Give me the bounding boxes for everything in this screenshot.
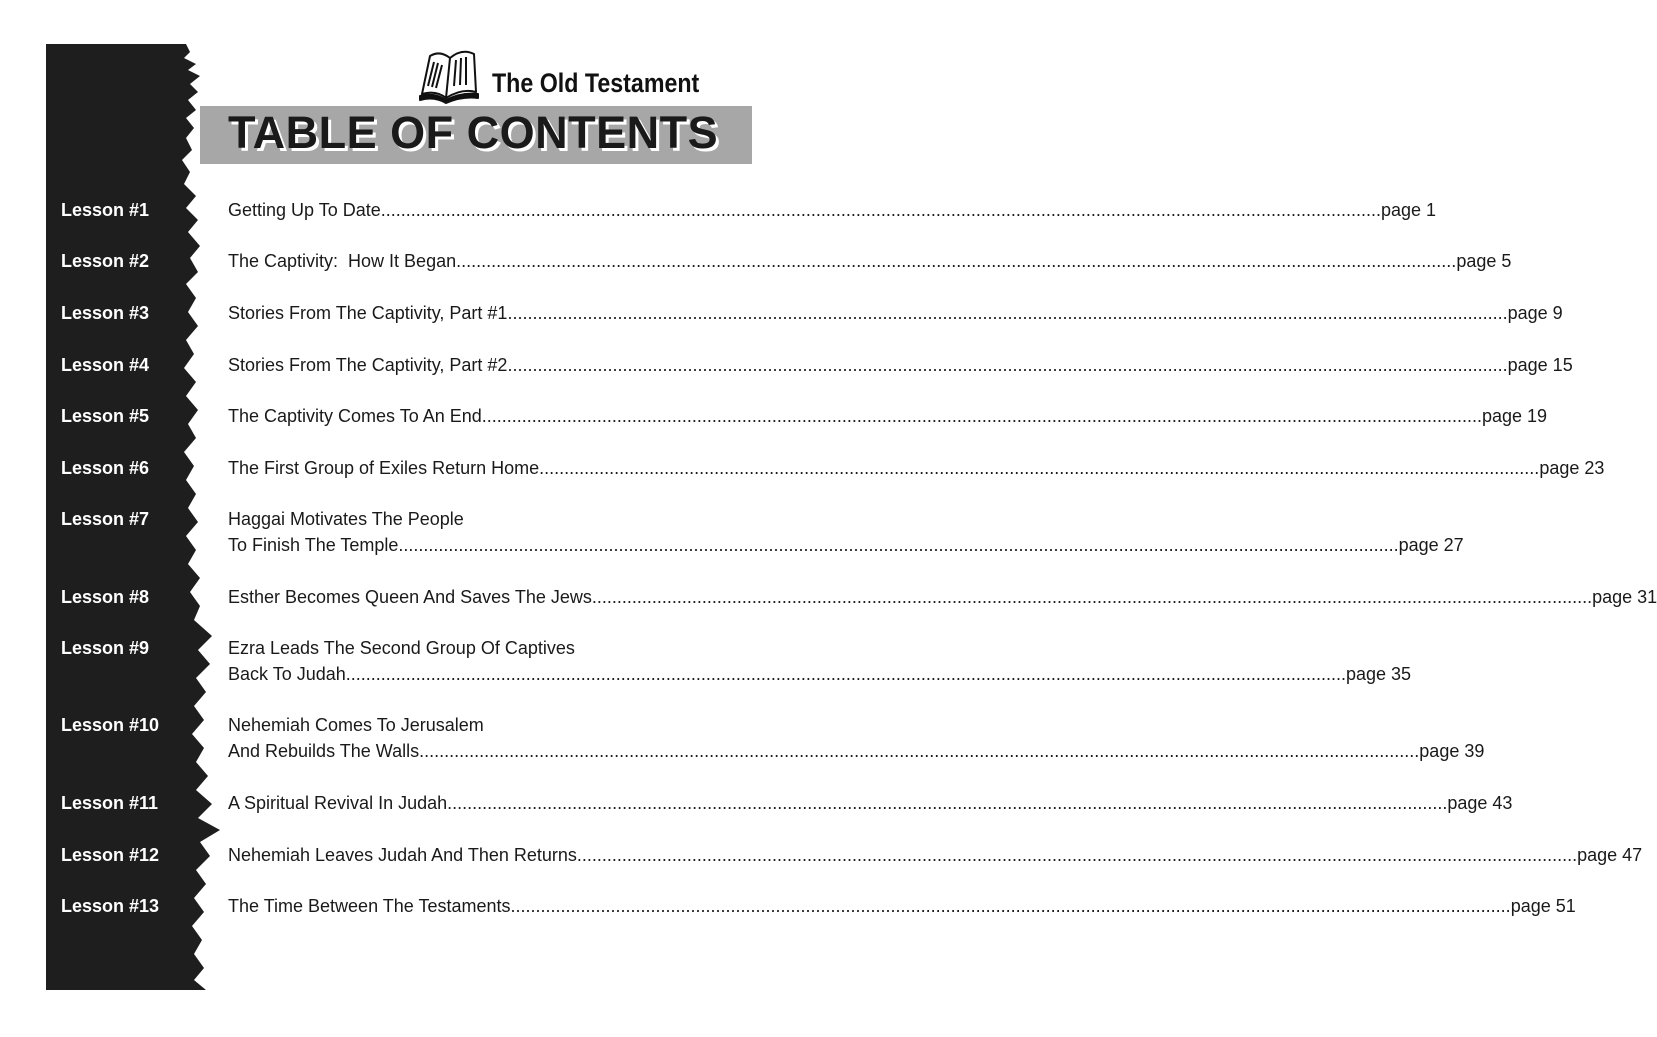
page-number: page 9 [1507, 303, 1563, 323]
page-title: TABLE OF CONTENTS [228, 107, 719, 158]
entry-title-line-1: Nehemiah Comes To Jerusalem [228, 715, 484, 735]
page-number: page 19 [1482, 406, 1548, 426]
lesson-label-3: Lesson #3 [61, 303, 150, 323]
dot-leader: ........................................................................................................................................................................................................ [380, 200, 1381, 220]
entry-title: The Captivity: How It Began [228, 251, 457, 271]
lesson-label-13: Lesson #13 [61, 896, 160, 916]
entry-title-line-2: And Rebuilds The Walls [228, 741, 420, 761]
lesson-label-1: Lesson #1 [61, 200, 150, 220]
dot-leader: ........................................................................................................................................................................................................ [507, 303, 1508, 323]
dot-leader: ........................................................................................................................................................................................................ [576, 845, 1578, 865]
dot-leader: ........................................................................................................................................................................................................ [419, 741, 1420, 761]
entry-title: The Captivity Comes To An End [228, 406, 482, 426]
page-number: page 39 [1419, 741, 1485, 761]
toc-entry-9 [228, 635, 1412, 687]
page-number: page 31 [1592, 587, 1657, 607]
entry-title: The First Group of Exiles Return Home [228, 458, 540, 478]
dot-leader: ........................................................................................................................................................................................................ [510, 896, 1511, 916]
lesson-label-11: Lesson #11 [61, 793, 159, 813]
entry-title: The Time Between The Testaments [228, 896, 511, 916]
toc-entry-4 [228, 352, 1573, 378]
page-number: page 43 [1447, 793, 1513, 813]
dot-leader: ........................................................................................................................................................................................................ [591, 587, 1593, 607]
dot-leader: ........................................................................................................................................................................................................ [447, 793, 1448, 813]
entry-title-line-1: Ezra Leads The Second Group Of Captives [228, 638, 575, 658]
dot-leader: ........................................................................................................................................................................................................ [456, 251, 1457, 271]
toc-entry-13 [228, 893, 1576, 919]
toc-entry-3 [228, 300, 1563, 326]
dot-leader: ........................................................................................................................................................................................................ [398, 535, 1399, 555]
page-number: page 27 [1398, 535, 1464, 555]
lesson-label-8: Lesson #8 [61, 587, 150, 607]
toc-entry-10 [228, 712, 1485, 764]
lesson-label-12: Lesson #12 [61, 845, 160, 865]
dot-leader: ........................................................................................................................................................................................................ [481, 406, 1482, 426]
lesson-label-10: Lesson #10 [61, 715, 160, 735]
entry-title: Getting Up To Date [228, 200, 381, 220]
entry-title-line-2: To Finish The Temple [228, 535, 399, 555]
page-number: page 51 [1510, 896, 1576, 916]
open-book-icon [416, 46, 482, 104]
toc-entry-6 [228, 455, 1605, 481]
toc-entry-2 [228, 248, 1512, 274]
toc-entry-1 [228, 197, 1437, 223]
toc-entry-8 [228, 584, 1657, 610]
toc-entry-12 [228, 842, 1643, 868]
entry-title: Nehemiah Leaves Judah And Then Returns [228, 845, 577, 865]
page-number: page 23 [1539, 458, 1605, 478]
entry-title-line-1: Haggai Motivates The People [228, 509, 464, 529]
toc-entry-7 [228, 506, 1464, 558]
dot-leader: ........................................................................................................................................................................................................ [507, 355, 1508, 375]
page-number: page 5 [1456, 251, 1512, 271]
lesson-label-2: Lesson #2 [61, 251, 150, 271]
entry-title-line-2: Back To Judah [228, 664, 346, 684]
entry-title: Stories From The Captivity, Part #2 [228, 355, 508, 375]
entry-title: Esther Becomes Queen And Saves The Jews [228, 587, 592, 607]
entry-title: Stories From The Captivity, Part #1 [228, 303, 508, 323]
book-subtitle: The Old Testament [492, 68, 700, 98]
page-number: page 35 [1345, 664, 1412, 684]
lesson-label-6: Lesson #6 [61, 458, 150, 478]
page-number: page 47 [1577, 845, 1643, 865]
dot-leader: ........................................................................................................................................................................................................ [345, 664, 1346, 684]
lesson-label-5: Lesson #5 [61, 406, 150, 426]
dot-leader: ........................................................................................................................................................................................................ [539, 458, 1540, 478]
toc-entry-5 [228, 403, 1548, 429]
lesson-label-7: Lesson #7 [61, 509, 150, 529]
lesson-label-4: Lesson #4 [61, 355, 150, 375]
lesson-label-9: Lesson #9 [61, 638, 150, 658]
page-number: page 1 [1380, 200, 1437, 220]
entry-title: A Spiritual Revival In Judah [228, 793, 448, 813]
toc-entry-11 [228, 790, 1513, 816]
page-number: page 15 [1507, 355, 1573, 375]
